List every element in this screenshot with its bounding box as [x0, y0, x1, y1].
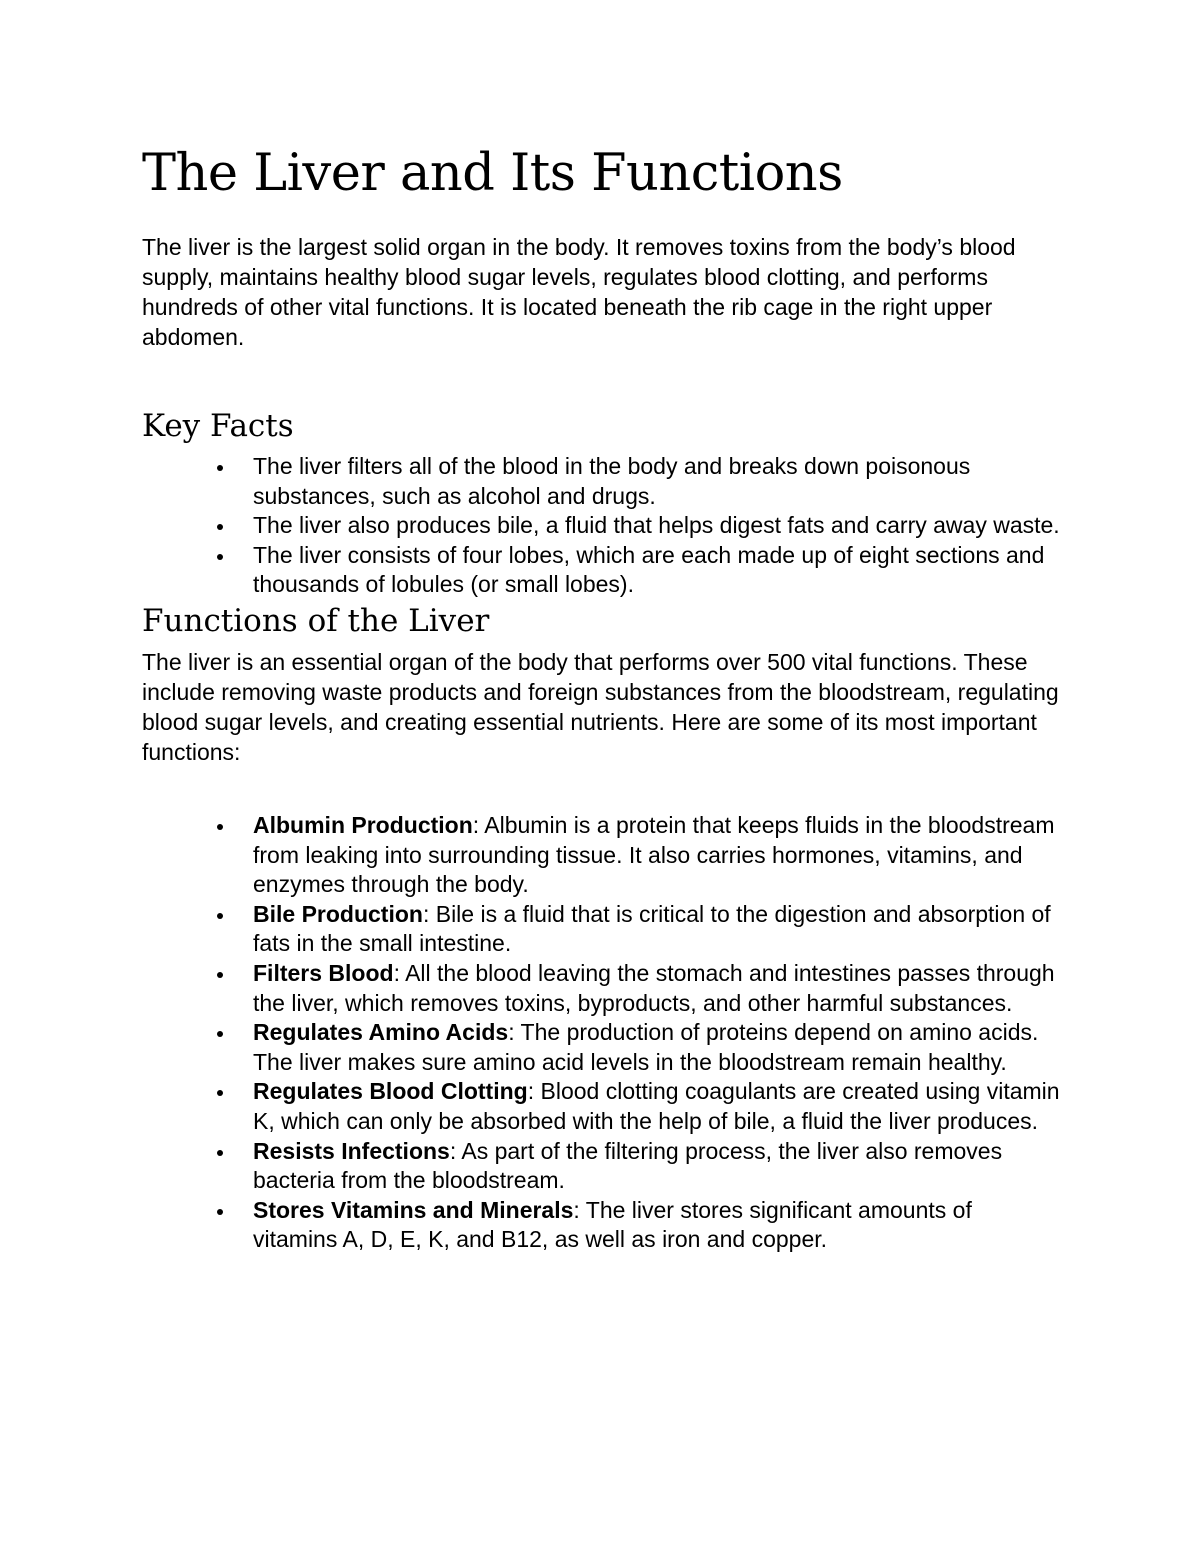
function-term: Albumin Production: [253, 811, 473, 838]
key-facts-list: [142, 452, 1072, 600]
function-term: Bile Production: [253, 900, 423, 927]
list-item: [253, 1137, 1072, 1196]
bullet-icon: [217, 524, 223, 530]
bullet-icon: [217, 554, 223, 560]
bullet-icon: [217, 913, 223, 919]
bullet-icon: [217, 1209, 223, 1215]
bullet-icon: [217, 465, 223, 471]
page-title: The Liver and Its Functions: [142, 144, 843, 203]
bullet-icon: [217, 1090, 223, 1096]
list-item-text: The liver also produces bile, a fluid that helps digest fats and carry away waste.: [253, 512, 1060, 539]
function-description: : The production of proteins depend on amino acids. The liver makes sure amino acid levels in the bloodstream remain healthy.: [253, 1019, 1039, 1075]
function-description: : Blood clotting coagulants are created using vitamin K, which can only be absorbed with the help of bile, a fluid the liver produces.: [253, 1078, 1060, 1134]
list-item: [253, 511, 1072, 541]
list-item: [253, 959, 1072, 1018]
function-term: Resists Infections: [253, 1137, 450, 1164]
function-description: : All the blood leaving the stomach and intestines passes through the liver, which removes toxins, byproducts, and other harmful substances.: [253, 959, 1055, 1016]
function-description: : As part of the filtering process, the liver also removes bacteria from the bloodstream.: [253, 1137, 1003, 1194]
list-item-text: The liver filters all of the blood in the body and breaks down poisonous substances, such as alcohol and drugs.: [253, 453, 971, 509]
list-item: [253, 811, 1072, 900]
function-term: Stores Vitamins and Minerals: [253, 1196, 574, 1223]
list-item: [253, 1018, 1072, 1077]
function-term: Regulates Amino Acids: [253, 1019, 509, 1046]
intro-paragraph: The liver is the largest solid organ in the body. It removes toxins from the body’s blood supply, maintains healthy blood sugar levels, regulates blood clotting, and performs hundreds of other vital functions. It is located beneath the rib cage in the right upper abdomen.: [142, 234, 1016, 350]
bullet-icon: [217, 1150, 223, 1156]
bullet-icon: [217, 1031, 223, 1037]
function-description: : Bile is a fluid that is critical to the digestion and absorption of fats in the small intestine.: [253, 900, 1051, 957]
key-facts-heading: Key Facts: [142, 408, 294, 444]
function-term: Regulates Blood Clotting: [253, 1078, 528, 1105]
list-item: [253, 452, 1072, 511]
list-item-text: The liver consists of four lobes, which are each made up of eight sections and thousands of lobules (or small lobes).: [253, 541, 1045, 598]
function-term: Filters Blood: [253, 959, 394, 986]
document-page: [142, 138, 1072, 1255]
functions-heading: Functions of the Liver: [142, 602, 490, 639]
list-item: [253, 541, 1072, 600]
list-item: [253, 900, 1072, 959]
functions-list: [142, 811, 1072, 1255]
functions-intro-paragraph: The liver is an essential organ of the body that performs over 500 vital functions. These include removing waste products and foreign substances from the bloodstream, regulating blood sugar levels, and creating essential nutrients. Here are some of its most important functions:: [142, 648, 1059, 765]
list-item: [253, 1196, 1072, 1255]
list-item: [253, 1077, 1072, 1136]
bullet-icon: [217, 972, 223, 978]
bullet-icon: [217, 824, 223, 830]
function-description: : The liver stores significant amounts of vitamins A, D, E, K, and B12, as well as iron and copper.: [253, 1196, 972, 1253]
function-description: : Albumin is a protein that keeps fluids in the bloodstream from leaking into surrounding tissue. It also carries hormones, vitamins, and enzymes through the body.: [253, 811, 1055, 898]
